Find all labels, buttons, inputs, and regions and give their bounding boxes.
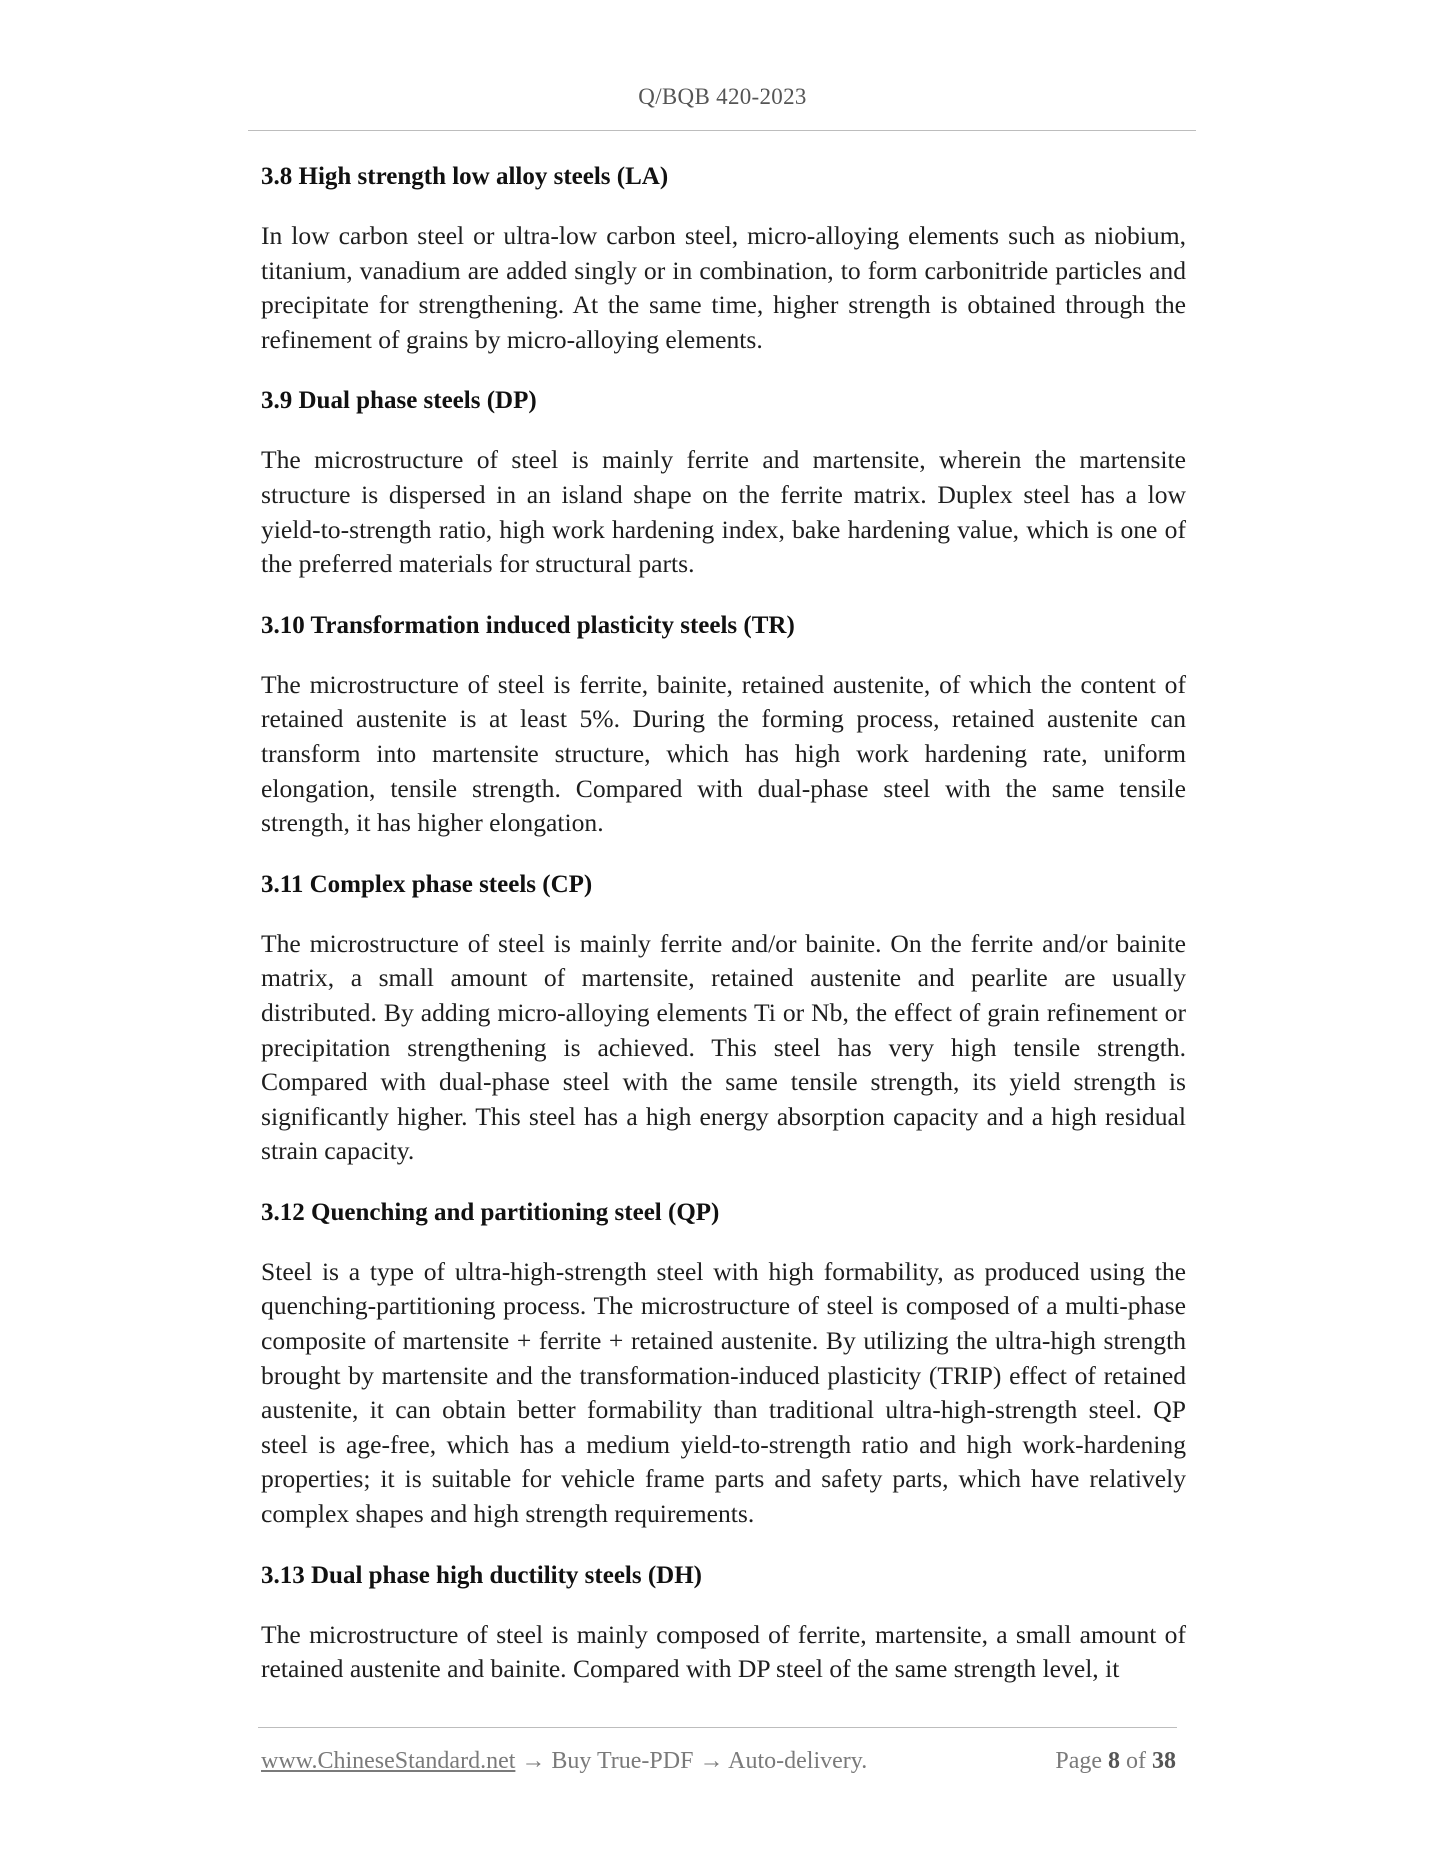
footer-promo xyxy=(261,1748,867,1775)
section-3-13 xyxy=(261,1559,1186,1687)
section-body: The microstructure of steel is mainly composed of ferrite, martensite, a small amount of retained austenite and bainite. Compared with DP steel of the same strength level, it xyxy=(261,1619,1186,1684)
section-body: Steel is a type of ultra-high-strength steel with high formability, as produced using the quenching-partitioning process. The microstructure of steel is composed of a multi-phase composite of martensite + ferrite + retained austenite. By utilizing the ultra-high strength brought by martensite and the transformation-induced plasticity (TRIP) effect of retained austenite, it can obtain better formability than traditional ultra-high-strength steel. QP steel is age-free, which has a medium yield-to-strength ratio and high work-hardening properties; it is suitable for vehicle frame parts and safety parts, which have relatively complex shapes and high strength requirements. xyxy=(261,1256,1186,1529)
section-heading: 3.12 Quenching and partitioning steel (QP) xyxy=(261,1198,720,1226)
arrow-right-icon: → xyxy=(521,1748,546,1774)
section-3-8 xyxy=(261,160,1186,357)
buy-true-pdf-text: Buy True-PDF xyxy=(551,1748,694,1774)
auto-delivery-text: Auto-delivery. xyxy=(728,1748,868,1774)
page-label: Page xyxy=(1055,1748,1102,1774)
footer-divider xyxy=(258,1727,1177,1728)
section-body: In low carbon steel or ultra-low carbon steel, micro-alloying elements such as niobium, titanium, vanadium are added singly or in combination, to form carbonitride particles and precipitate for strengthening. At the same time, higher strength is obtained through the refinement of grains by micro-alloying elements. xyxy=(261,221,1186,354)
section-heading: 3.8 High strength low alloy steels (LA) xyxy=(261,163,669,190)
page-number: 8 xyxy=(1108,1748,1120,1774)
page-header-doc-code: Q/BQB 420-2023 xyxy=(638,84,807,109)
document-content xyxy=(261,160,1186,1714)
section-3-12 xyxy=(261,1196,1186,1532)
section-body: The microstructure of steel is mainly ferrite and martensite, wherein the martensite structure is dispersed in an island shape on the ferrite matrix. Duplex steel has a low yield-to-strength ratio, high work hardening index, bake hardening value, which is one of the preferred materials for structural parts. xyxy=(261,445,1186,579)
of-label: of xyxy=(1126,1748,1146,1774)
section-heading: 3.9 Dual phase steels (DP) xyxy=(261,387,537,415)
section-heading: 3.11 Complex phase steels (CP) xyxy=(261,870,593,898)
section-body: The microstructure of steel is mainly ferrite and/or bainite. On the ferrite and/or bainite matrix, a small amount of martensite, retained austenite and pearlite are usually distributed. By adding micro-alloying elements Ti or Nb, the effect of grain refinement or precipitation strengthening is achieved. This steel has very high tensile strength. Compared with dual-phase steel with the same tensile strength, its yield strength is significantly higher. This steel has a high energy absorption capacity and a high residual strain capacity. xyxy=(261,928,1186,1166)
section-3-10 xyxy=(261,609,1186,841)
page-indicator xyxy=(1055,1748,1176,1775)
site-link[interactable]: www.ChineseStandard.net xyxy=(261,1748,516,1774)
total-pages: 38 xyxy=(1152,1748,1176,1774)
header-divider xyxy=(248,130,1196,131)
section-3-9 xyxy=(261,384,1186,581)
section-heading: 3.13 Dual phase high ductility steels (DH) xyxy=(261,1561,703,1589)
arrow-right-icon: → xyxy=(699,1748,724,1774)
section-3-11 xyxy=(261,868,1186,1169)
section-heading: 3.10 Transformation induced plasticity steels (TR) xyxy=(261,611,795,639)
section-body: The microstructure of steel is ferrite, bainite, retained austenite, of which the content of retained austenite is at least 5%. During the forming process, retained austenite can transform into martensite structure, which has high work hardening rate, uniform elongation, tensile strength. Compared with dual-phase steel with the same tensile strength, it has higher elongation. xyxy=(261,669,1186,838)
